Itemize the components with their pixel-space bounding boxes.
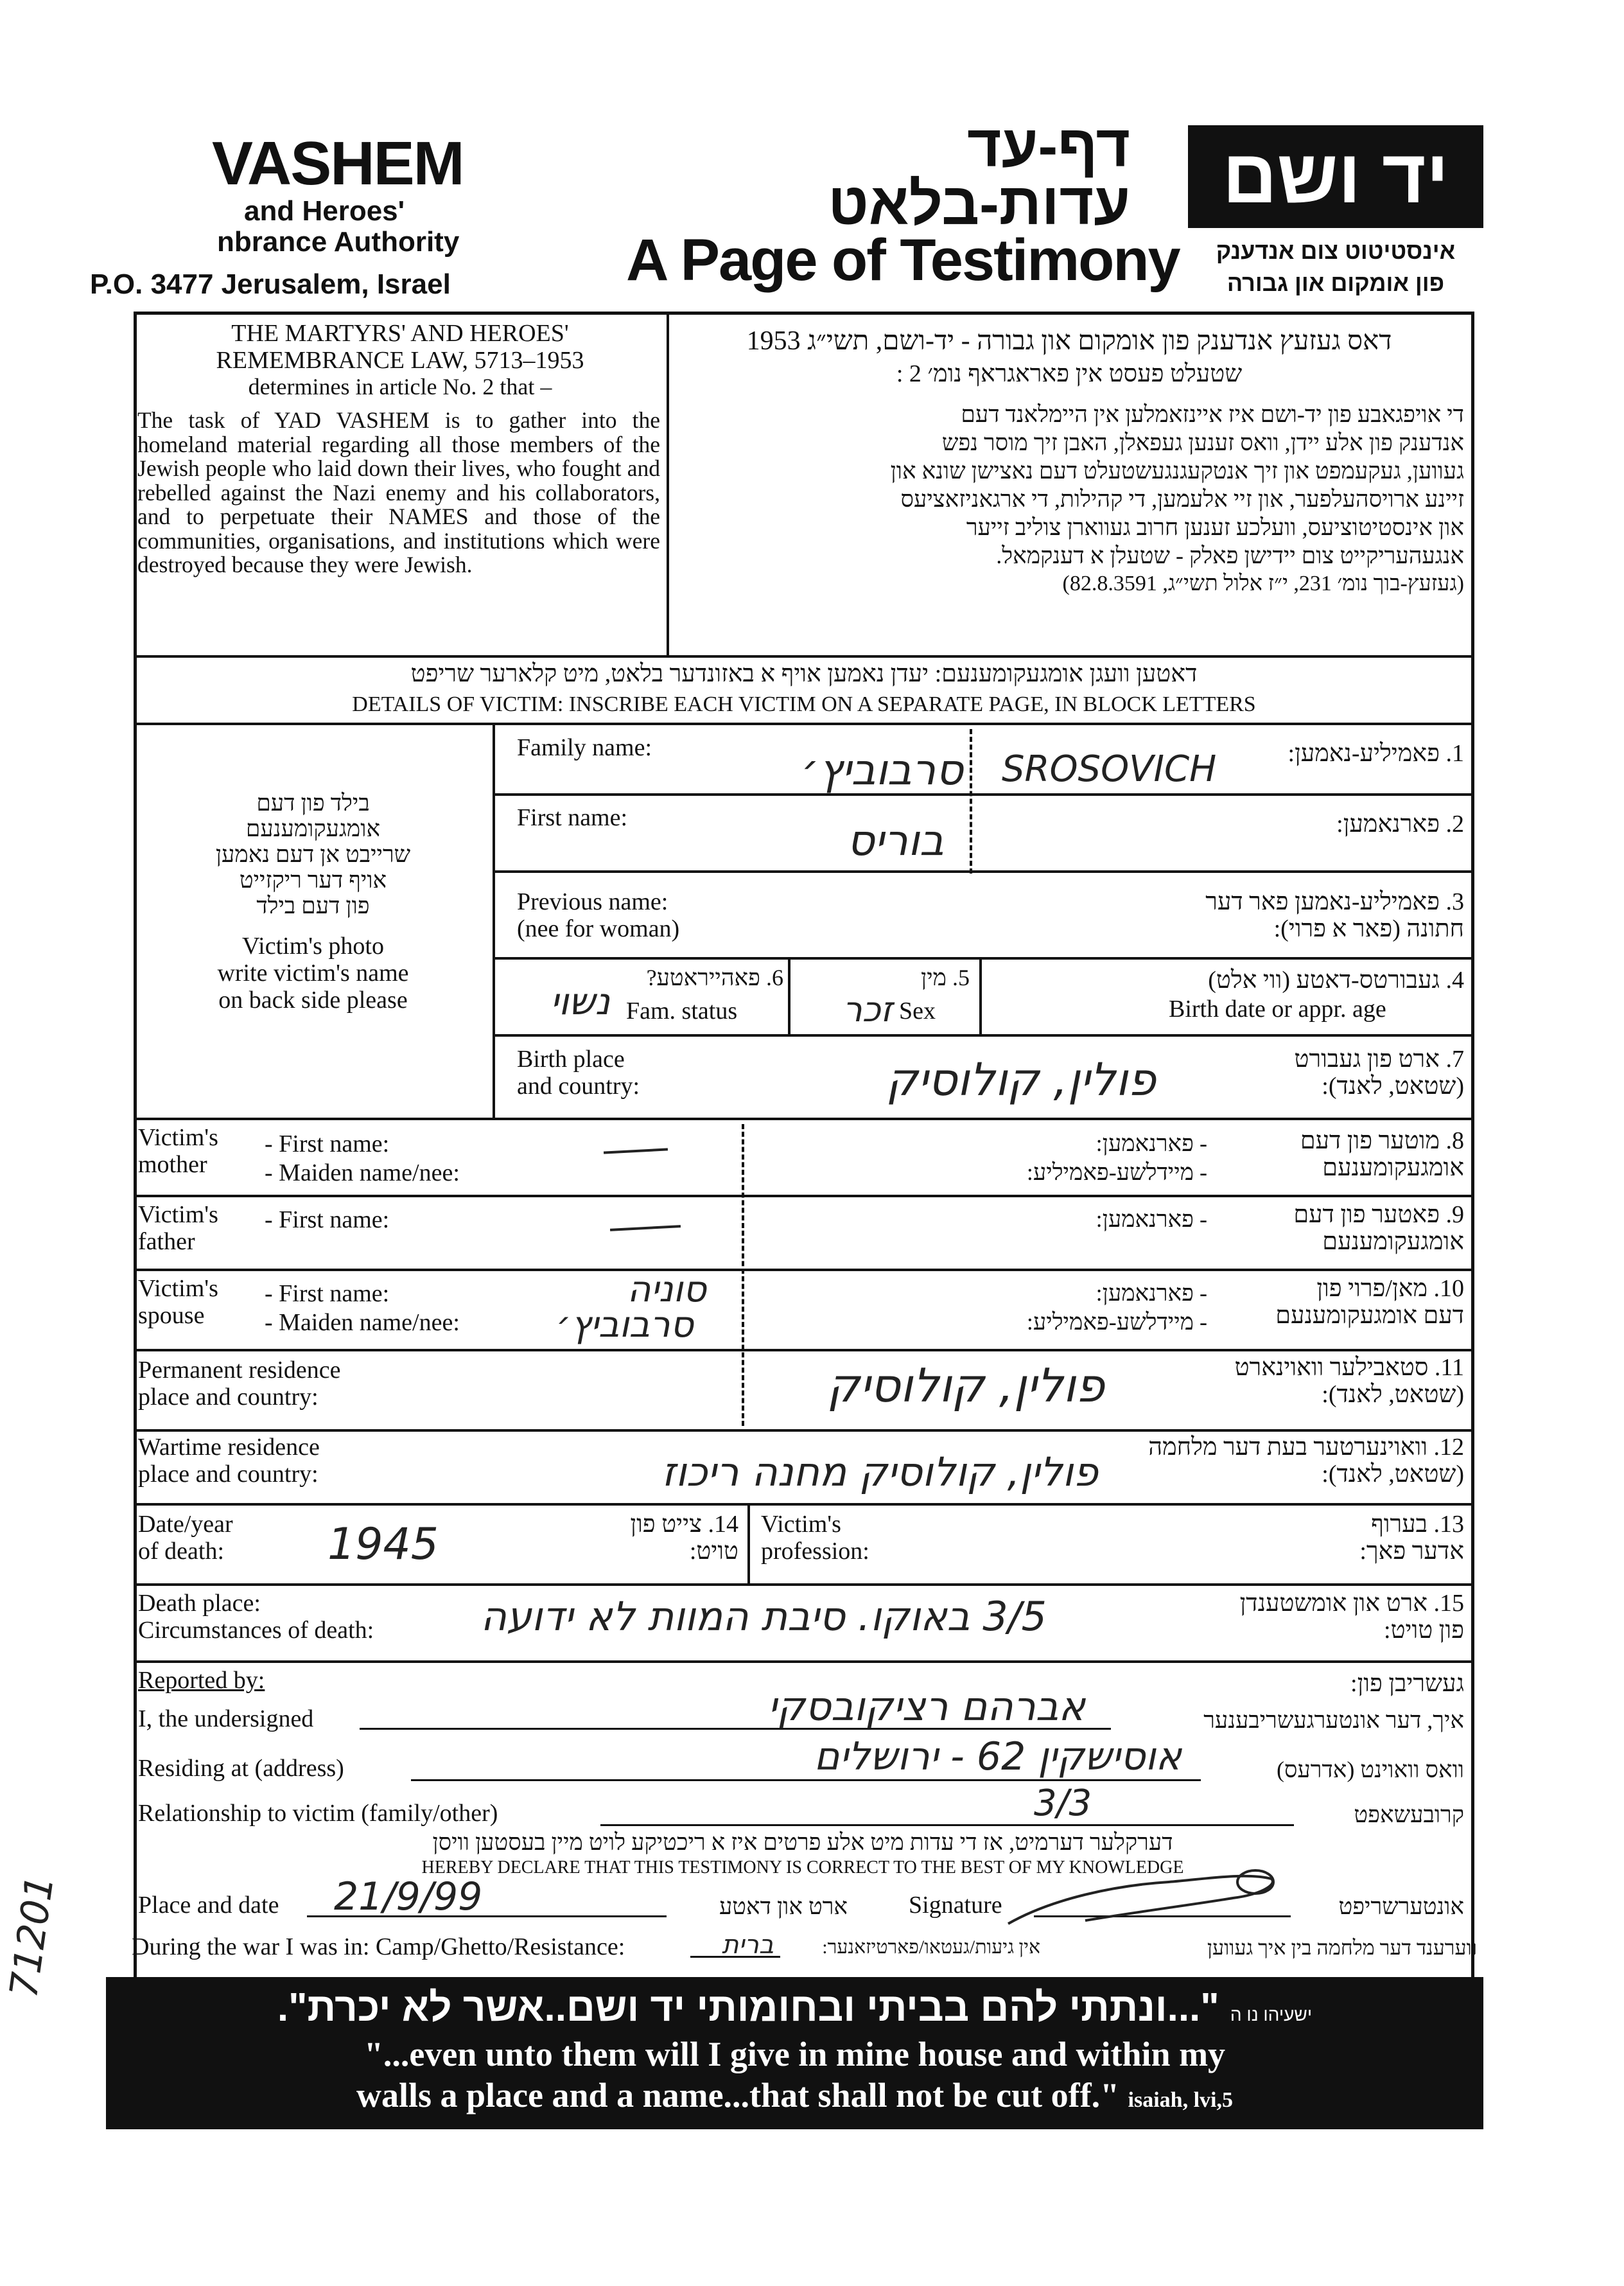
- page-title: A Page of Testimony: [626, 227, 1180, 293]
- permanent-yi-2: (שטאט, לאנד):: [1322, 1381, 1464, 1408]
- photo-yi-5: פון דעם בילד: [256, 893, 370, 919]
- org-line-2: and Heroes': [244, 195, 405, 227]
- signature-label: Signature: [909, 1892, 1002, 1919]
- death-date-label-yi: [552, 1511, 738, 1565]
- law-yiddish: [674, 324, 1464, 598]
- mother-label-2: mother: [138, 1151, 207, 1178]
- death-date-value[interactable]: 1945: [327, 1519, 439, 1570]
- death-date-label-2: of death:: [138, 1538, 225, 1565]
- place-date-label-yi: ארט און דאטע: [719, 1894, 848, 1919]
- law-yi-8: אנגעהעריקייט צום יידישן פאלק - שטעלן א דענקמאל.: [996, 543, 1464, 568]
- mother-first-label: - First name:: [265, 1130, 390, 1157]
- permanent-label-1: Permanent residence: [138, 1357, 341, 1384]
- footer-english-2: [106, 2075, 1483, 2121]
- mother-label-1: Victim's: [138, 1124, 218, 1151]
- death-place-label-2: Circumstances of death:: [138, 1617, 374, 1644]
- war-value[interactable]: ברית: [722, 1930, 774, 1960]
- org-name: [212, 129, 482, 258]
- father-label-yi: [1220, 1201, 1464, 1255]
- relationship-value[interactable]: 3/3: [1034, 1782, 1092, 1824]
- spouse-first-label-yi: - פארנאמען:: [1096, 1280, 1207, 1306]
- title-hebrew-1: דף-עד: [967, 114, 1130, 179]
- org-title: VASHEM: [212, 129, 464, 198]
- photo-yi-1: בילד פון דעם: [256, 790, 370, 816]
- profession-label-yi: [1220, 1511, 1464, 1565]
- place-date-label: Place and date: [138, 1892, 279, 1919]
- footer-english-1: "...even unto them will I give in mine house and within my: [363, 2035, 1226, 2073]
- mother-first-label-yi: - פארנאמען:: [1096, 1130, 1207, 1156]
- profession-yi-2: אדער פאך:: [1359, 1538, 1464, 1565]
- fam-status-value[interactable]: נשוי: [550, 980, 610, 1023]
- death-place-value[interactable]: 3/5 באוקו. סיבת המוות לא ידועה: [480, 1593, 1047, 1640]
- residing-label: Residing at (address): [138, 1755, 344, 1782]
- footer-english-cite: isaiah, lvi,5: [1128, 2088, 1233, 2112]
- spouse-maiden-label: - Maiden name/nee:: [265, 1309, 460, 1336]
- death-date-label-1: Date/year: [138, 1511, 233, 1538]
- mother-maiden-label-yi: - מיידלשע-פאמיליע:: [1026, 1159, 1207, 1185]
- family-name-value-latin[interactable]: SROSOVICH: [1002, 748, 1217, 790]
- permanent-label-yi: [1156, 1354, 1464, 1408]
- footer-hebrew-text: "...ונתתי להם בביתי ובחומותי יד ושם..אשר לא יכרת".: [277, 1985, 1219, 2030]
- permanent-yi-1: 11. סטאבילער וואוינארט: [1234, 1354, 1464, 1381]
- undersigned-label-yi: איך, דער אונטערגעשריבענער: [1203, 1707, 1464, 1733]
- family-name-value-hebrew[interactable]: סרבוביץ׳: [801, 745, 963, 795]
- photo-en-1: Victim's photo: [242, 933, 384, 960]
- details-header-english: DETAILS OF VICTIM: INSCRIBE EACH VICTIM ON A SEPARATE PAGE, IN BLOCK LETTERS: [352, 692, 1256, 716]
- profession-label-2: profession:: [761, 1538, 869, 1565]
- signature-label-yi: אונטערשריפט: [1338, 1894, 1464, 1919]
- wartime-yi-2: (שטאט, לאנד):: [1322, 1461, 1464, 1488]
- residing-label-yi: וואס וואוינט (אדרעס): [1276, 1757, 1464, 1782]
- birth-place-label: [517, 1046, 640, 1100]
- father-label-1: Victim's: [138, 1201, 218, 1228]
- residing-value[interactable]: אוסישקין 62 - ירושלים: [814, 1734, 1182, 1779]
- yad-vashem-logo: [1188, 125, 1483, 228]
- family-name-label: Family name:: [517, 734, 652, 761]
- wartime-label-1: Wartime residence: [138, 1434, 320, 1461]
- footer-hebrew: [106, 1985, 1483, 2038]
- sex-label-yi: 5. מין: [921, 965, 970, 990]
- war-label-yi: אין גיעות/געטאו/פארטיזאנער:: [822, 1937, 1040, 1958]
- margin-note: 71201: [1, 1872, 63, 2001]
- org-address: P.O. 3477 Jerusalem, Israel: [90, 268, 451, 300]
- spouse-first-label: - First name:: [265, 1280, 390, 1307]
- birth-place-value[interactable]: פולין, קולוסיק: [886, 1053, 1156, 1106]
- wartime-label-yi: [1092, 1434, 1464, 1488]
- law-yi-5: געווען, געקעמפט און זיך אנטקעגנגעשטעלט דעם נאצישן שונא און: [890, 458, 1464, 484]
- mother-label-yi: [1220, 1127, 1464, 1181]
- previous-name-label-yi: [1060, 888, 1464, 942]
- spouse-label-2: spouse: [138, 1302, 205, 1329]
- permanent-label: [138, 1357, 340, 1411]
- birth-place-label-2: and country:: [517, 1073, 640, 1100]
- footer-english-2-text: walls a place and a name...that shall not be cut off.": [356, 2076, 1120, 2115]
- place-date-value[interactable]: 21/9/99: [334, 1874, 483, 1919]
- death-date-yi-2: טויט:: [689, 1538, 738, 1565]
- father-yi-2: אומגעקומענעם: [1322, 1228, 1464, 1255]
- declare-yiddish: דערקלער דערמיט, אז די עדות מיט אלע פרטים איז א ריכטיקע לויט מיין בעסטען וויסן: [432, 1829, 1173, 1855]
- birth-date-label: Birth date or appr. age: [1169, 996, 1386, 1023]
- death-place-yi-2: פון טויט:: [1384, 1617, 1464, 1644]
- birth-place-label-1: Birth place: [517, 1046, 625, 1073]
- law-title-1: THE MARTYRS' AND HEROES': [231, 320, 569, 347]
- mother-yi-2: אומגעקומענעם: [1322, 1154, 1464, 1181]
- spouse-maiden-label-yi: - מיידלשע-פאמיליע:: [1026, 1309, 1207, 1335]
- previous-name-yi-1: 3. פאמיליע-נאמען פאר דער: [1205, 888, 1464, 915]
- birth-place-yi-2: (שטאט, לאנד):: [1322, 1073, 1464, 1100]
- profession-label: [761, 1511, 869, 1565]
- footer-quote: [106, 1977, 1483, 2129]
- permanent-value[interactable]: פולין, קולוסיק: [826, 1358, 1104, 1412]
- birth-date-label-yi: 4. געבורטס-דאטע (ווי אלט): [1208, 967, 1464, 994]
- previous-name-label-1: Previous name:: [517, 888, 668, 915]
- law-yi-3: די אויפגאבע פון יד-ושם איז איינזאמלען אין היימלאנד דעם: [961, 401, 1464, 427]
- fam-status-label-yi: 6. פאהייראטע?: [646, 965, 783, 990]
- sex-value[interactable]: זכר: [843, 989, 893, 1030]
- family-name-label-yi: 1. פאמיליע-נאמען:: [1288, 740, 1464, 767]
- birth-place-yi-1: 7. ארט פון געבורט: [1294, 1046, 1464, 1073]
- wartime-value[interactable]: פולין, קולוסיק מחנה ריכוז: [661, 1448, 1098, 1495]
- declare-english: HEREBY DECLARE THAT THIS TESTIMONY IS CORRECT TO THE BEST OF MY KNOWLEDGE: [421, 1858, 1184, 1877]
- law-title-3: determines in article No. 2 that –: [248, 374, 552, 400]
- father-label: [138, 1201, 218, 1255]
- father-yi-1: 9. פאטער פון דעם: [1293, 1201, 1464, 1228]
- profession-yi-1: 13. בערוף: [1371, 1511, 1464, 1538]
- wartime-yi-1: 12. וואוינערטער בעת דער מלחמה: [1148, 1434, 1464, 1461]
- law-yi-2: שטעלט פעסט אין פאראגראף נומ׳ 2 :: [896, 360, 1243, 387]
- first-name-label: First name:: [517, 804, 628, 831]
- spouse-label-1: Victim's: [138, 1275, 218, 1302]
- death-place-label-1: Death place:: [138, 1590, 261, 1617]
- logo-text: יד ושם: [1222, 134, 1449, 219]
- father-first-label: - First name:: [265, 1206, 390, 1233]
- first-name-label-yi: 2. פארנאמען:: [1336, 811, 1464, 838]
- spouse-yi-2: דעם אומגעקומענעם: [1275, 1302, 1464, 1329]
- reported-by-label: Reported by:: [138, 1667, 265, 1694]
- wartime-label: [138, 1434, 320, 1488]
- mother-maiden-label: - Maiden name/nee:: [265, 1159, 460, 1186]
- previous-name-label-2: (nee for woman): [517, 915, 680, 942]
- birth-place-label-yi: [1188, 1046, 1464, 1100]
- spouse-yi-1: 10. מאן/פרוי פון: [1316, 1275, 1464, 1302]
- photo-yi-2: אומגעקומענעם: [245, 816, 381, 841]
- footer-hebrew-cite: ישעיהו נו ה: [1230, 2005, 1313, 2025]
- spouse-label: [138, 1275, 218, 1329]
- previous-name-yi-2: חתונה (פאר א פרוי):: [1273, 915, 1464, 942]
- photo-en-3: on back side please: [218, 987, 408, 1014]
- spouse-maiden-value[interactable]: סרבוביץ׳: [556, 1304, 694, 1346]
- fam-status-label: Fam. status: [626, 998, 738, 1024]
- undersigned-label: I, the undersigned: [138, 1705, 314, 1732]
- sex-label: Sex: [899, 998, 936, 1024]
- org-line-3: nbrance Authority: [217, 226, 460, 258]
- photo-yi-4: אויף דער ריקזייט: [239, 867, 387, 893]
- spouse-label-yi: [1207, 1275, 1464, 1329]
- death-place-label-yi: [1156, 1590, 1464, 1644]
- father-first-label-yi: - פארנאמען:: [1096, 1206, 1207, 1232]
- law-title-2: REMEMBRANCE LAW, 5713–1953: [216, 347, 584, 374]
- relationship-label-yi: קרובעשאפט: [1354, 1802, 1464, 1827]
- profession-label-1: Victim's: [761, 1511, 841, 1538]
- first-name-value[interactable]: בוריס: [847, 816, 944, 865]
- father-label-2: father: [138, 1228, 195, 1255]
- undersigned-value[interactable]: אברהם רציקובסקי: [767, 1683, 1085, 1730]
- law-yi-4: אנדענק פון אלע יידן, וואס זענען געפאלן, האבן זיך מוסר נפש: [941, 430, 1464, 455]
- reported-by-label-yi: געשריבן פון:: [1350, 1670, 1464, 1697]
- law-yi-7: און אינסטיטוציעס, וועלכע זענען חרוב געווארן צוליב זייער: [966, 514, 1464, 540]
- war-label: During the war I was in: Camp/Ghetto/Resistance:: [132, 1933, 625, 1960]
- law-yi-6: זיינע ארויסהעלפער, און זיי אלעמען, די קהילות, די ארגאניזאציעס: [900, 486, 1464, 512]
- spouse-first-value[interactable]: סוניה: [627, 1269, 706, 1310]
- previous-name-label: [517, 888, 679, 942]
- title-hebrew-2: עדות-בלאט: [828, 171, 1130, 237]
- law-english: [135, 320, 665, 577]
- mother-label: [138, 1124, 218, 1178]
- law-yi-1: דאס געזעץ אנדענק פון אומקום און גבורה - יד-ושם, תשי״ג 1953: [746, 326, 1392, 356]
- signature-scribble[interactable]: [1002, 1860, 1284, 1937]
- death-place-yi-1: 15. ארט און אומשטענדן: [1239, 1590, 1464, 1617]
- photo-en-2: write victim's name: [217, 960, 409, 987]
- death-place-label: [138, 1590, 374, 1644]
- photo-yi-3: שרייבט אן דעם נאמען: [215, 841, 411, 867]
- death-date-yi-1: 14. צייט פון: [630, 1511, 738, 1538]
- law-yi-9: (געזעץ-בוך נומ׳ 231, י״ז אלול תשי״ג, 82.8.3591): [1062, 572, 1464, 595]
- death-date-label: [138, 1511, 233, 1565]
- wartime-label-2: place and country:: [138, 1461, 319, 1488]
- relationship-label: Relationship to victim (family/other): [138, 1800, 498, 1827]
- permanent-label-2: place and country:: [138, 1384, 319, 1411]
- details-header-yiddish: דאטען וועגן אומגעקומענעם: יעדן נאמען אויף א באזונדער בלאט, מיט קלארער שריפט: [410, 660, 1198, 687]
- logo-sub-1: אינסטיטוט צום אנדענק: [1216, 238, 1456, 264]
- victim-photo-area[interactable]: [135, 790, 491, 1014]
- mother-yi-1: 8. מוטער פון דעם: [1300, 1127, 1464, 1154]
- war-label-yi-2: ווערענד דער מלחמה בין איך געווען: [1207, 1936, 1477, 1959]
- logo-sub-2: פון אומקום און גבורה: [1227, 270, 1445, 296]
- law-body: The task of YAD VASHEM is to gather into the homeland material regarding all those members of the Jewish people who laid down their lives, who fought and rebelled against the Nazi enemy and his collaborators, and to perpetuate their NAMES and those of the communities, organisations, and institutions which were destroyed because they were Jewish.: [137, 407, 660, 577]
